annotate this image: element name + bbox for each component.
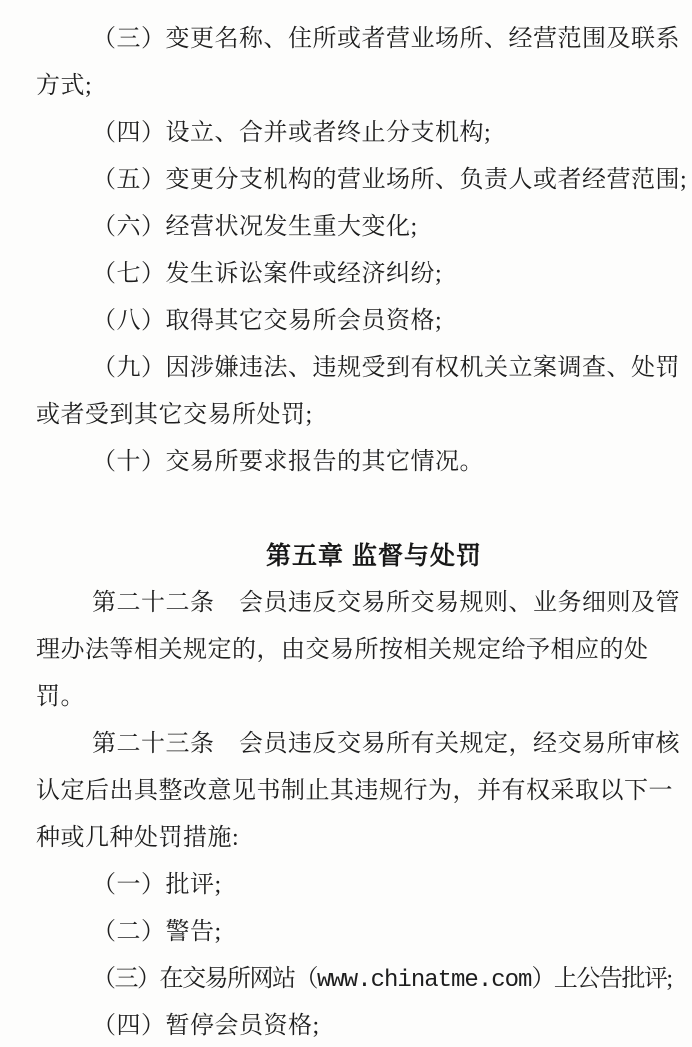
list-item-line: （五）变更分支机构的营业场所、负责人或者经营范围; xyxy=(92,167,688,193)
article-line: 第二十二条 会员违反交易所交易规则、业务细则及管 xyxy=(92,590,680,616)
blank-line xyxy=(36,486,662,533)
list-item-line: （二）警告; xyxy=(92,919,222,945)
list-item-line: （四）暂停会员资格; xyxy=(92,1013,320,1039)
list-item-line: （十）交易所要求报告的其它情况。 xyxy=(92,449,484,475)
list-item-line: （六）经营状况发生重大变化; xyxy=(92,214,418,240)
article-continuation-line: 认定后出具整改意见书制止其违规行为，并有权采取以下一 xyxy=(36,778,673,804)
article-continuation-line: 理办法等相关规定的，由交易所按相关规定给予相应的处 xyxy=(36,637,649,663)
list-item-continuation-line: 或者受到其它交易所处罚; xyxy=(36,402,313,428)
list-item-line xyxy=(36,956,672,1003)
list-item-line: （一）批评; xyxy=(92,872,222,898)
text-segment: ）上公告批评; xyxy=(531,966,672,992)
article-continuation-line: 罚。 xyxy=(36,684,85,710)
article-line: 第二十三条 会员违反交易所有关规定，经交易所审核 xyxy=(92,731,680,757)
list-item-continuation-line: 方式; xyxy=(36,73,93,99)
list-item-line: （八）取得其它交易所会员资格; xyxy=(92,308,443,334)
list-item-line: （七）发生诉讼案件或经济纠纷; xyxy=(92,261,443,287)
website-url-text: www.chinatme.com xyxy=(317,967,532,994)
chapter-heading: 第五章 监督与处罚 xyxy=(266,542,482,570)
list-item-line: （九）因涉嫌违法、违规受到有权机关立案调查、处罚 xyxy=(92,355,680,381)
list-item-line: （三）变更名称、住所或者营业场所、经营范围及联系 xyxy=(92,26,680,52)
document-body xyxy=(36,16,688,1047)
text-segment: （三）在交易所网站（ xyxy=(92,966,317,992)
article-continuation-line: 种或几种处罚措施: xyxy=(36,825,240,851)
list-item-line: （四）设立、合并或者终止分支机构; xyxy=(92,120,492,146)
